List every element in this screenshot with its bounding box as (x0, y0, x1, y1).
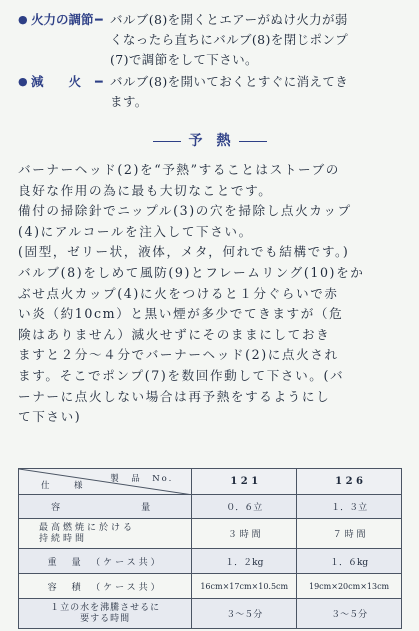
text-line: ますと２分～４分でバーナーヘッド(2)に点火され (18, 347, 339, 363)
title-rule-right (239, 141, 267, 142)
header-spec: 仕 様 (41, 481, 91, 491)
bullet-icon: ● (18, 75, 28, 88)
preheat-instructions (18, 160, 410, 428)
row-value: １．３立 (297, 495, 402, 519)
spec-table (18, 468, 402, 629)
text-line: 険はありません）滅火せずにそのままにしておき (18, 326, 331, 342)
table-row (19, 549, 402, 574)
row-value: ７ 時 間 (297, 519, 402, 549)
row-label: 容 量 (19, 495, 192, 519)
table-row (19, 495, 402, 519)
row-value: ０．６立 (192, 495, 297, 519)
instruction-label: 減 火 (31, 74, 82, 89)
text-line: ぶせ点火カップ(4)に火をつけると１分ぐらいで赤 (18, 285, 339, 301)
text-line: ます。そこでポンプ(7)を数回作動して下さい。(バ (18, 367, 345, 383)
table-header-row (19, 469, 402, 495)
em-dash-rule: ━ (95, 74, 103, 89)
row-label: 重 量 （ケース共） (19, 549, 192, 574)
row-label: １立の水を沸騰させるに 要する時間 (19, 599, 192, 629)
instruction-line: ます。 (110, 94, 148, 109)
instruction-line: (7)で調節をして下さい。 (110, 52, 258, 67)
text-line: バーナーヘッド(2)を“予熱”することはストーブの (18, 162, 340, 177)
row-value: ３～５分 (297, 599, 402, 629)
section-title-text: 予 熱 (188, 133, 231, 149)
text-line: て下さい) (18, 409, 82, 425)
text-line: バルブ(8)をしめて風防(9)とフレームリング(10)をか (18, 264, 365, 280)
text-line: ーナーに点火しない場合は再予熱をするようにし (18, 388, 331, 404)
row-label: 最高燃焼に於ける 持続時間 (19, 519, 192, 549)
row-value: ３ 時 間 (192, 519, 297, 549)
title-rule-left (153, 141, 181, 142)
instruction-line: くなったら直ちにバルブ(8)を閉じポンプ (110, 32, 349, 47)
text-line: (固型，ゼリー状，液体，メタ，何れでも結構です。) (18, 244, 350, 260)
row-value: １．６kg (297, 549, 402, 574)
em-dash-rule: ━ (95, 12, 103, 27)
bullet-icon: ● (18, 13, 28, 26)
model-header: 1 2 1 (192, 469, 297, 495)
row-label: 容 積 （ケース共） (19, 574, 192, 599)
instruction-line: バルブ(8)を開いておくとすぐに消えてき (110, 74, 349, 89)
header-product-no: 製 品 No. (110, 474, 174, 484)
table-corner-cell (19, 469, 192, 495)
text-line: 良好な作用の為に最も大切なことです。 (18, 182, 273, 198)
instruction-label: 火力の調節 (31, 12, 94, 27)
table-row (19, 519, 402, 549)
text-line: (4)にアルコールを注入して下さい。 (18, 223, 253, 239)
text-line: 備付の掃除針でニップル(3)の穴を掃除し点火カップ (18, 203, 352, 219)
text-line: い炎（約10cm）と黒い煙が多少でてきますが（危 (18, 306, 344, 322)
table-row (19, 599, 402, 629)
instruction-line: バルブ(8)を開くとエアーがぬけ火力が弱 (110, 12, 348, 27)
row-value: 19cm×20cm×13cm (297, 574, 402, 599)
section-title (0, 130, 419, 150)
row-value: ３～５分 (192, 599, 297, 629)
table-row (19, 574, 402, 599)
row-value: １．２kg (192, 549, 297, 574)
row-value: 16cm×17cm×10.5cm (192, 574, 297, 599)
model-header: 1 2 6 (297, 469, 402, 495)
